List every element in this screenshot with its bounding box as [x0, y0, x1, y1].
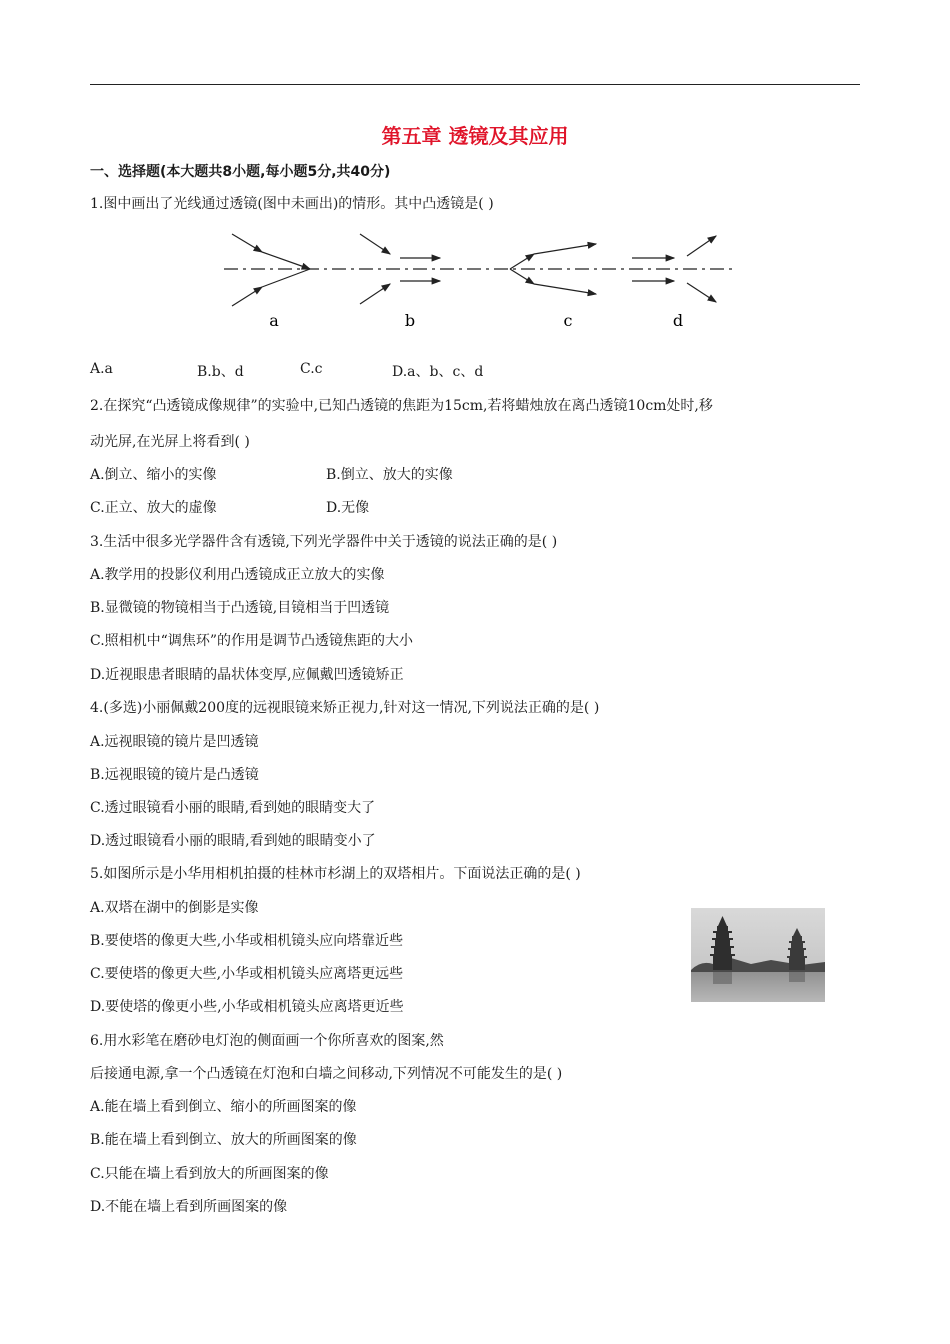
diagram-c-ray-top: [510, 254, 534, 269]
q3-option-a: A.教学用的投影仪利用凸透镜成正立放大的实像: [90, 567, 385, 583]
diagram-b-ray-top: [360, 234, 390, 254]
q6-stem-line2: 后接通电源,拿一个凸透镜在灯泡和白墙之间移动,下列情况不可能发生的是( ): [90, 1066, 563, 1082]
q6-option-b: B.能在墙上看到倒立、放大的所画图案的像: [90, 1132, 357, 1148]
q3-option-b: B.显微镜的物镜相当于凸透镜,目镜相当于凹透镜: [90, 600, 390, 616]
diagram-a-ray-top: [232, 234, 262, 252]
lens-ray-diagram: [222, 226, 742, 336]
q2-option-c: C.正立、放大的虚像: [90, 500, 217, 516]
q1-option-c: C.c: [300, 361, 323, 377]
q6-option-c: C.只能在墙上看到放大的所画图案的像: [90, 1166, 329, 1182]
diagram-label-a: a: [269, 311, 279, 330]
q2-stem-line2: 动光屏,在光屏上将看到( ): [90, 434, 250, 450]
q5-option-b: B.要使塔的像更大些,小华或相机镜头应向塔靠近些: [90, 933, 404, 949]
q2-stem-line1: 2.在探究“凸透镜成像规律”的实验中,已知凸透镜的焦距为15cm,若将蜡烛放在离凸透镜10cm处时,移: [90, 398, 713, 414]
q6-stem-line1: 6.用水彩笔在磨砂电灯泡的侧面画一个你所喜欢的图案,然: [90, 1033, 444, 1049]
q4-stem: 4.(多选)小丽佩戴200度的远视眼镜来矫正视力,针对这一情况,下列说法正确的是( ): [90, 700, 600, 716]
q6-option-d: D.不能在墙上看到所画图案的像: [90, 1199, 288, 1215]
q1-option-b: B.b、d: [197, 364, 244, 380]
q4-option-c: C.透过眼镜看小丽的眼睛,看到她的眼睛变大了: [90, 800, 376, 816]
q6-option-a: A.能在墙上看到倒立、缩小的所画图案的像: [90, 1099, 357, 1115]
q2-option-b: B.倒立、放大的实像: [326, 467, 453, 483]
q4-option-d: D.透过眼镜看小丽的眼睛,看到她的眼睛变小了: [90, 833, 376, 849]
twin-pagodas-photo: [691, 908, 825, 1002]
q1-option-d: D.a、b、c、d: [392, 364, 484, 380]
diagram-label-c: c: [563, 311, 573, 330]
diagram-c-ray-bottom: [510, 269, 534, 284]
q4-option-a: A.远视眼镜的镜片是凹透镜: [90, 734, 259, 750]
q2-option-d: D.无像: [326, 500, 370, 516]
diagram-a-ray-bottom: [232, 287, 262, 306]
q1-option-a: A.a: [90, 361, 113, 377]
diagram-label-d: d: [672, 311, 684, 330]
q5-option-a: A.双塔在湖中的倒影是实像: [90, 900, 259, 916]
q5-option-c: C.要使塔的像更大些,小华或相机镜头应离塔更远些: [90, 966, 404, 982]
q4-option-b: B.远视眼镜的镜片是凸透镜: [90, 767, 259, 783]
section-heading: 一、选择题(本大题共8小题,每小题5分,共40分): [90, 164, 391, 180]
q5-stem: 5.如图所示是小华用相机拍摄的桂林市杉湖上的双塔相片。下面说法正确的是( ): [90, 866, 581, 882]
q1-stem: 1.图中画出了光线通过透镜(图中未画出)的情形。其中凸透镜是( ): [90, 196, 494, 212]
q5-option-d: D.要使塔的像更小些,小华或相机镜头应离塔更近些: [90, 999, 404, 1015]
header-rule: [90, 84, 860, 85]
q2-option-a: A.倒立、缩小的实像: [90, 467, 217, 483]
diagram-label-b: b: [404, 311, 416, 330]
q3-option-c: C.照相机中“调焦环”的作用是调节凸透镜焦距的大小: [90, 633, 413, 649]
q3-stem: 3.生活中很多光学器件含有透镜,下列光学器件中关于透镜的说法正确的是( ): [90, 534, 558, 550]
page-title: 第五章 透镜及其应用: [381, 124, 569, 148]
diagram-b-ray-bottom: [360, 284, 390, 304]
q3-option-d: D.近视眼患者眼睛的晶状体变厚,应佩戴凹透镜矫正: [90, 667, 404, 683]
